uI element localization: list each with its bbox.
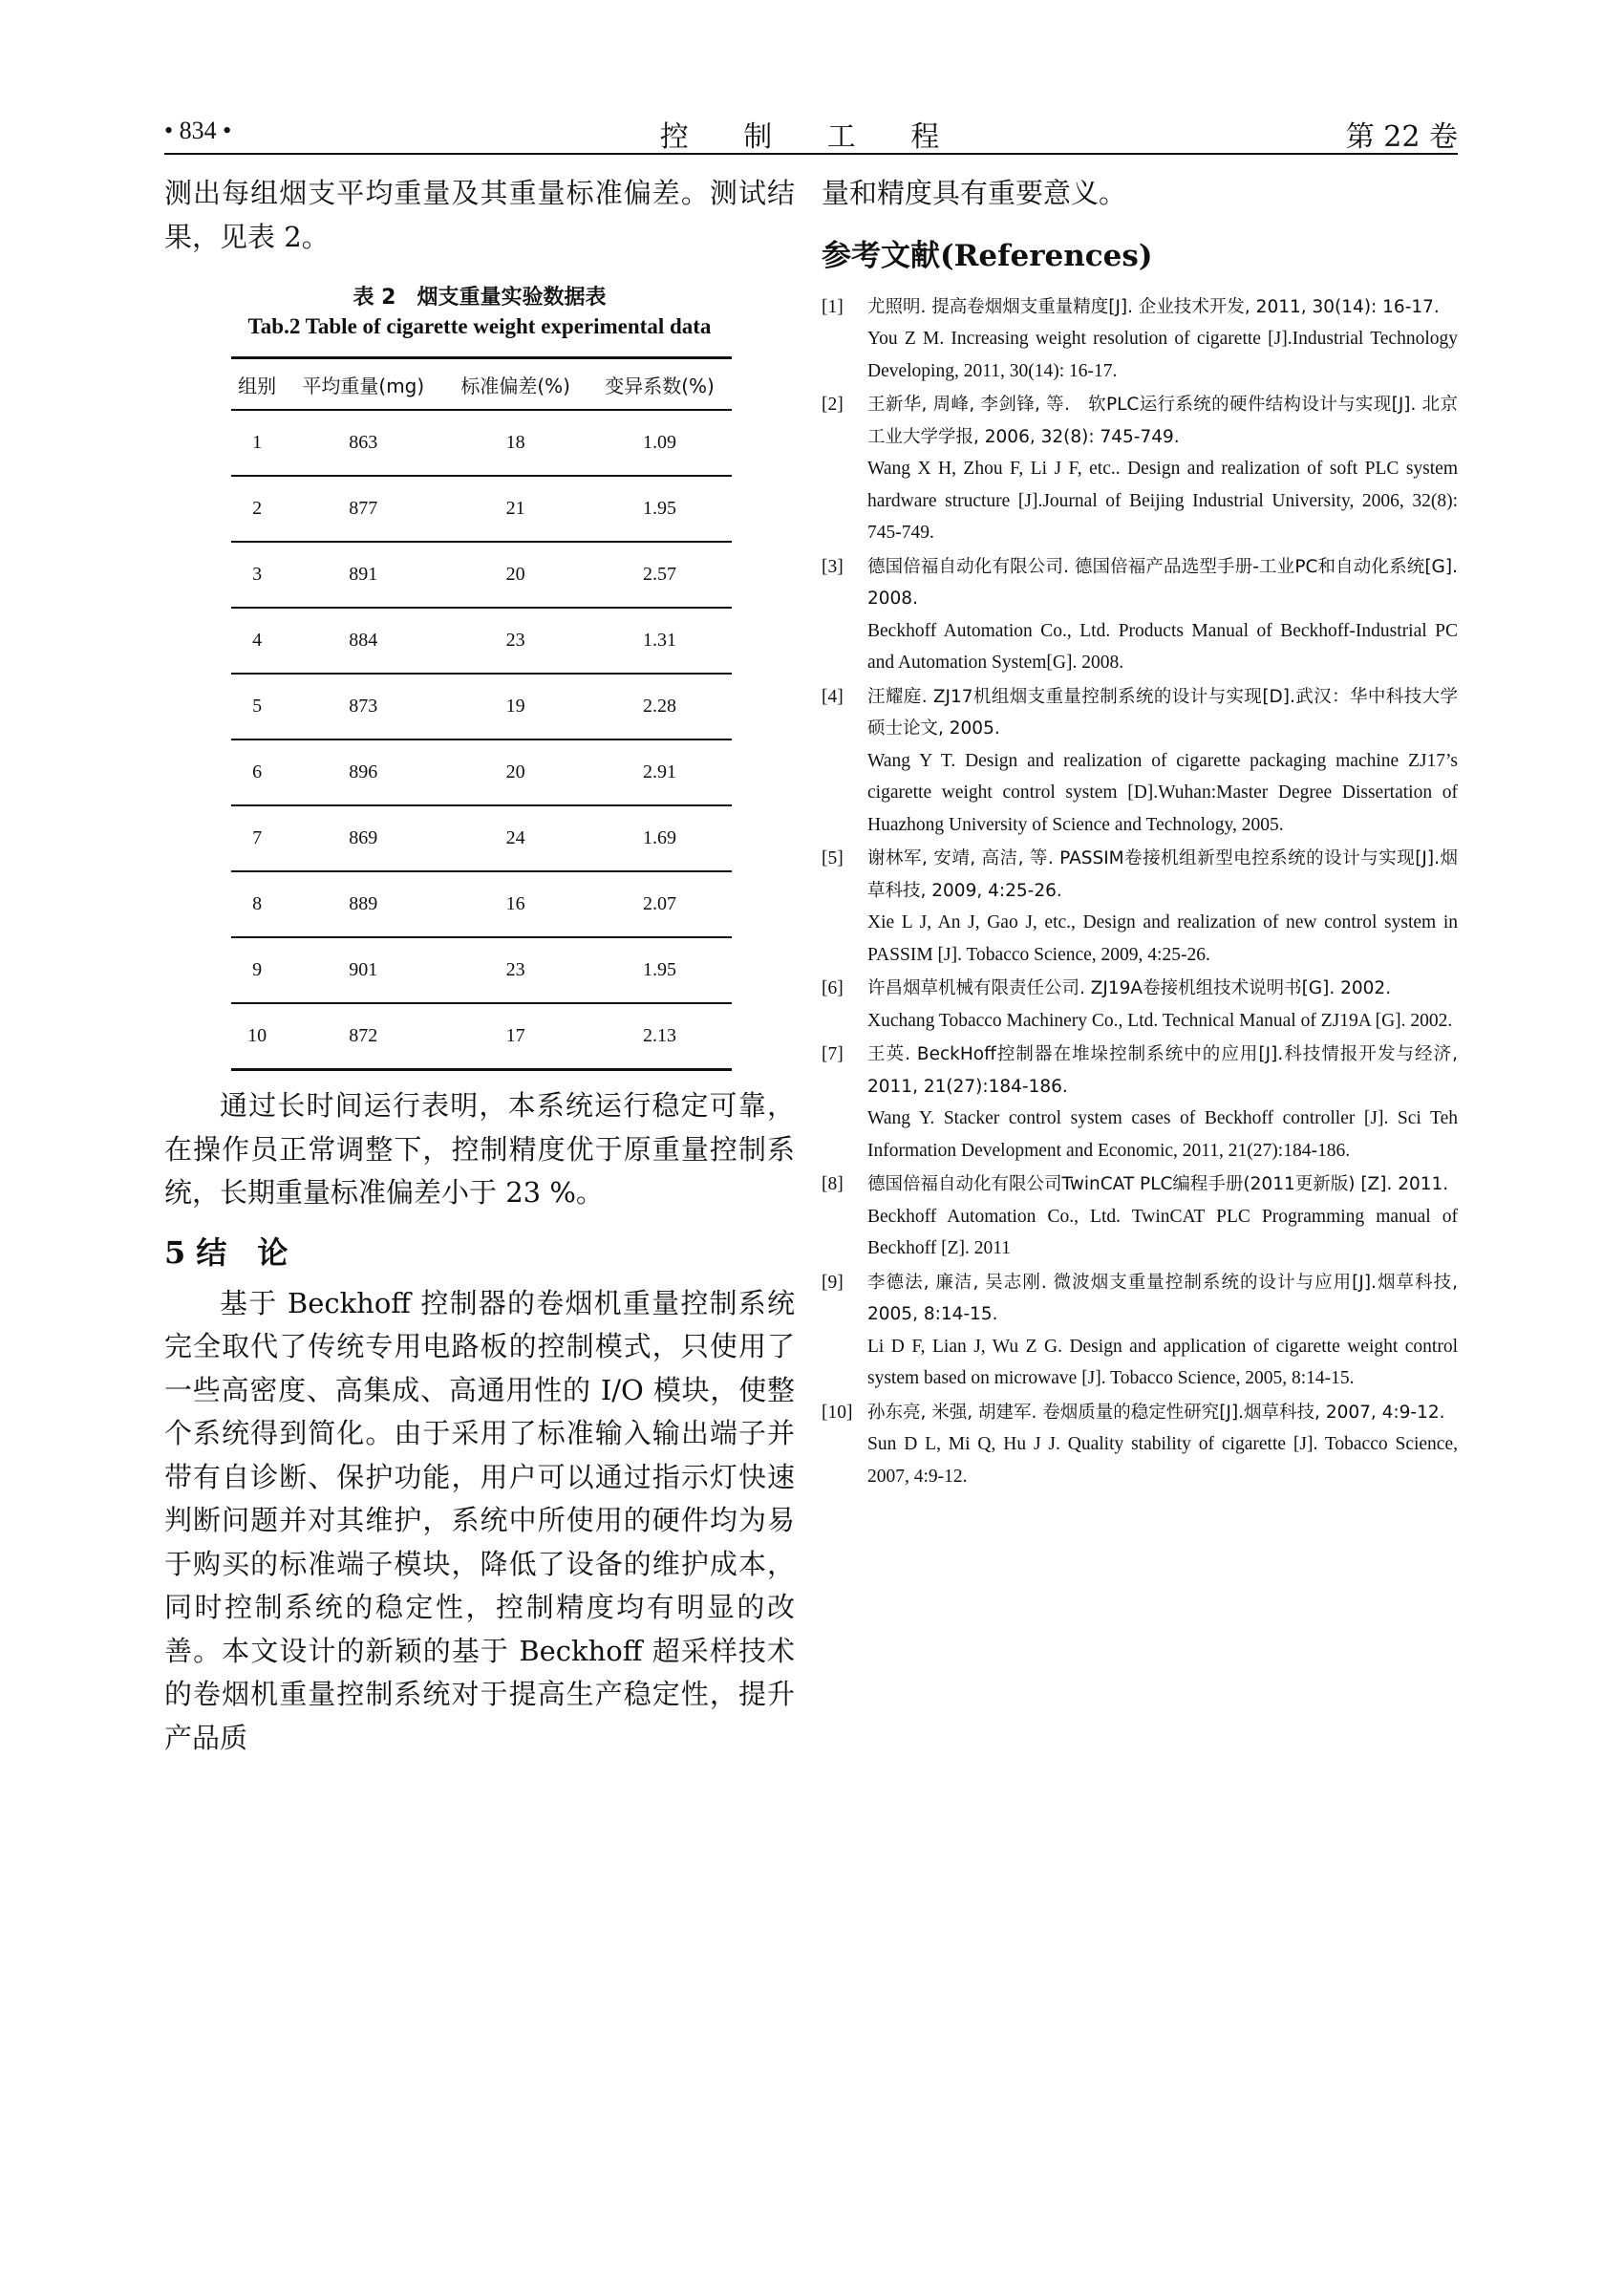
reference-en: Sun D L, Mi Q, Hu J J. Quality stability of cigarette [J]. Tobacco Science, 2007, 4:9-12. (867, 1434, 1458, 1487)
reference-item (822, 681, 1458, 842)
cell-std-dev: 20 (443, 542, 588, 608)
reference-item (822, 551, 1458, 679)
reference-number: [10] (822, 1402, 853, 1423)
table-header-row (231, 358, 732, 411)
table-row (231, 542, 732, 608)
reference-body (867, 291, 1458, 388)
cell-avg-weight: 884 (283, 608, 443, 674)
cell-cv: 2.07 (588, 871, 732, 937)
cell-cv: 2.13 (588, 1003, 732, 1070)
cell-std-dev: 21 (443, 476, 588, 542)
section-title-conclusion: 5 结 论 (164, 1233, 288, 1271)
cell-cv: 1.95 (588, 476, 732, 542)
col-header-std-dev: 标准偏差(%) (443, 358, 588, 411)
cell-cv: 1.69 (588, 805, 732, 871)
reference-en: Wang Y. Stacker control system cases of Beckhoff controller [J]. Sci Teh Information Development and Economic, 2011, 21(27):184-186. (867, 1108, 1458, 1161)
reference-cn: 德国倍福自动化有限公司TwinCAT PLC编程手册(2011更新版) [Z]. 2011. (867, 1174, 1449, 1194)
reference-body (867, 973, 1458, 1037)
reference-number: [4] (822, 686, 844, 707)
cell-avg-weight: 877 (283, 476, 443, 542)
reference-body (867, 681, 1458, 842)
reference-body (867, 1397, 1458, 1493)
cell-cv: 2.57 (588, 542, 732, 608)
cell-avg-weight: 889 (283, 871, 443, 937)
reference-item (822, 1168, 1458, 1265)
cell-std-dev: 20 (443, 739, 588, 805)
cell-group: 2 (231, 476, 283, 542)
reference-item (822, 291, 1458, 388)
cell-avg-weight: 869 (283, 805, 443, 871)
cell-group: 10 (231, 1003, 283, 1070)
col-header-cv: 变异系数(%) (588, 358, 732, 411)
cell-std-dev: 17 (443, 1003, 588, 1070)
reference-cn: 李德法, 廉洁, 吴志刚. 微波烟支重量控制系统的设计与应用[J].烟草科技, 2005, 8:14-15. (867, 1272, 1458, 1324)
reference-cn: 许昌烟草机械有限责任公司. ZJ19A卷接机组技术说明书[G]. 2002. (867, 978, 1392, 998)
table-row (231, 871, 732, 937)
reference-number: [9] (822, 1272, 844, 1293)
cell-std-dev: 16 (443, 871, 588, 937)
table-row (231, 937, 732, 1003)
journal-name: 控 制 工 程 (659, 120, 963, 154)
col-header-avg-weight: 平均重量(mg) (283, 358, 443, 411)
reference-en: Xuchang Tobacco Machinery Co., Ltd. Technical Manual of ZJ19A [G]. 2002. (867, 1010, 1453, 1031)
cell-group: 5 (231, 674, 283, 739)
reference-cn: 王新华, 周峰, 李剑锋, 等. 软PLC运行系统的硬件结构设计与实现[J]. 北京工业大学学报, 2006, 32(8): 745-749. (867, 395, 1458, 447)
reference-item (822, 843, 1458, 971)
reference-en: Xie L J, An J, Gao J, etc., Design and realization of new control system in PASSIM [J]. Tobacco Science, 2009, 4:25-26. (867, 912, 1458, 965)
reference-cn: 德国倍福自动化有限公司. 德国倍福产品选型手册-工业PC和自动化系统[G]. 2008. (867, 556, 1458, 609)
table-row (231, 410, 732, 476)
left-column (164, 172, 795, 1760)
right-column (822, 172, 1458, 1494)
table-caption-en: Tab.2 Table of cigarette weight experimental data (247, 314, 712, 338)
reference-item (822, 1039, 1458, 1167)
reference-body (867, 1039, 1458, 1167)
cell-cv: 1.09 (588, 410, 732, 476)
reference-number: [2] (822, 395, 844, 415)
reference-cn: 汪耀庭. ZJ17机组烟支重量控制系统的设计与实现[D].武汉：华中科技大学硕士论文, 2005. (867, 686, 1458, 739)
cell-group: 6 (231, 739, 283, 805)
table-row (231, 608, 732, 674)
cell-std-dev: 23 (443, 937, 588, 1003)
cell-avg-weight: 863 (283, 410, 443, 476)
reference-en: Li D F, Lian J, Wu Z G. Design and application of cigarette weight control system based on microwave [J]. Tobacco Science, 2005, 8:14-15. (867, 1336, 1458, 1388)
reference-number: [5] (822, 848, 844, 868)
col-header-group: 组别 (231, 358, 283, 411)
reference-cn: 王英. BeckHoff控制器在堆垛控制系统中的应用[J].科技情报开发与经济, 2011, 21(27):184-186. (867, 1044, 1458, 1097)
reference-en: Beckhoff Automation Co., Ltd. TwinCAT PLC Programming manual of Beckhoff [Z]. 2011 (867, 1206, 1458, 1258)
table-row (231, 739, 732, 805)
reference-item (822, 389, 1458, 549)
reference-number: [3] (822, 556, 844, 577)
result-paragraph: 通过长时间运行表明，本系统运行稳定可靠，在操作员正常调整下，控制精度优于原重量控制系统，长期重量标准偏差小于 23 %。 (164, 1089, 795, 1209)
weight-data-table (231, 356, 732, 1071)
cell-avg-weight: 891 (283, 542, 443, 608)
reference-body (867, 1267, 1458, 1395)
reference-number: [8] (822, 1174, 844, 1194)
cell-std-dev: 23 (443, 608, 588, 674)
cell-std-dev: 19 (443, 674, 588, 739)
reference-item (822, 1267, 1458, 1395)
cell-std-dev: 18 (443, 410, 588, 476)
reference-en: You Z M. Increasing weight resolution of cigarette [J].Industrial Technology Developing, 2011, 30(14): 16-17. (867, 329, 1458, 381)
cell-cv: 1.95 (588, 937, 732, 1003)
reference-en: Wang Y T. Design and realization of cigarette packaging machine ZJ17’s cigarette weight control system [D].Wuhan:Master Degree Dissertation of Huazhong University of Science and Technology, 2005. (867, 750, 1458, 835)
cell-group: 4 (231, 608, 283, 674)
reference-body (867, 389, 1458, 549)
reference-body (867, 1168, 1458, 1265)
references-list (822, 291, 1458, 1493)
table-row (231, 476, 732, 542)
reference-cn: 尤照明. 提高卷烟烟支重量精度[J]. 企业技术开发, 2011, 30(14): 16-17. (867, 296, 1440, 317)
table-row (231, 674, 732, 739)
references-title: 参考文献(References) (822, 238, 1153, 273)
reference-item (822, 1397, 1458, 1493)
cell-group: 8 (231, 871, 283, 937)
intro-paragraph: 测出每组烟支平均重量及其重量标准偏差。测试结果，见表 2。 (164, 177, 795, 253)
reference-body (867, 551, 1458, 679)
cell-avg-weight: 896 (283, 739, 443, 805)
reference-en: Wang X H, Zhou F, Li J F, etc.. Design and realization of soft PLC system hardware structure [J].Journal of Beijing Industrial University, 2006, 32(8): 745-749. (867, 459, 1458, 543)
cell-group: 1 (231, 410, 283, 476)
cell-avg-weight: 901 (283, 937, 443, 1003)
reference-number: [7] (822, 1044, 844, 1064)
table-row (231, 805, 732, 871)
reference-cn: 谢林军, 安靖, 高洁, 等. PASSIM卷接机组新型电控系统的设计与实现[J].烟草科技, 2009, 4:25-26. (867, 848, 1458, 901)
table-row (231, 1003, 732, 1070)
cell-group: 3 (231, 542, 283, 608)
reference-number: [6] (822, 978, 844, 998)
reference-item (822, 973, 1458, 1037)
cell-group: 7 (231, 805, 283, 871)
cell-std-dev: 24 (443, 805, 588, 871)
table-body (231, 410, 732, 1070)
page-number: • 834 • (164, 117, 232, 144)
cell-cv: 1.31 (588, 608, 732, 674)
running-header (164, 113, 1458, 155)
reference-number: [1] (822, 296, 844, 317)
table-caption-cn: 表 2 烟支重量实验数据表 (353, 286, 607, 310)
cell-avg-weight: 873 (283, 674, 443, 739)
reference-body (867, 843, 1458, 971)
cell-avg-weight: 872 (283, 1003, 443, 1070)
reference-cn: 孙东亮, 米强, 胡建军. 卷烟质量的稳定性研究[J].烟草科技, 2007, 4:9-12. (867, 1402, 1445, 1423)
cell-group: 9 (231, 937, 283, 1003)
cell-cv: 2.91 (588, 739, 732, 805)
reference-en: Beckhoff Automation Co., Ltd. Products Manual of Beckhoff-Industrial PC and Automation System[G]. 2008. (867, 620, 1458, 673)
continuation-paragraph: 量和精度具有重要意义。 (822, 177, 1127, 209)
conclusion-paragraph: 基于 Beckhoff 控制器的卷烟机重量控制系统完全取代了传统专用电路板的控制模式，只使用了一些高密度、高集成、高通用性的 I/O 模块，使整个系统得到简化。由于采用了标准输入输出端子并带有自诊断、保护功能，用户可以通过指示灯快速判断问题并对其维护，系统中所使用的硬件均为易于购买的标准端子模块，降低了设备的维护成本，同时控制系统的稳定性，控制精度均有明显的改善。本文设计的新颖的基于 Beckhoff 超采样技术的卷烟机重量控制系统对于提高生产稳定性，提升产品质 (164, 1286, 795, 1754)
cell-cv: 2.28 (588, 674, 732, 739)
volume-label: 第 22 卷 (1345, 120, 1458, 154)
